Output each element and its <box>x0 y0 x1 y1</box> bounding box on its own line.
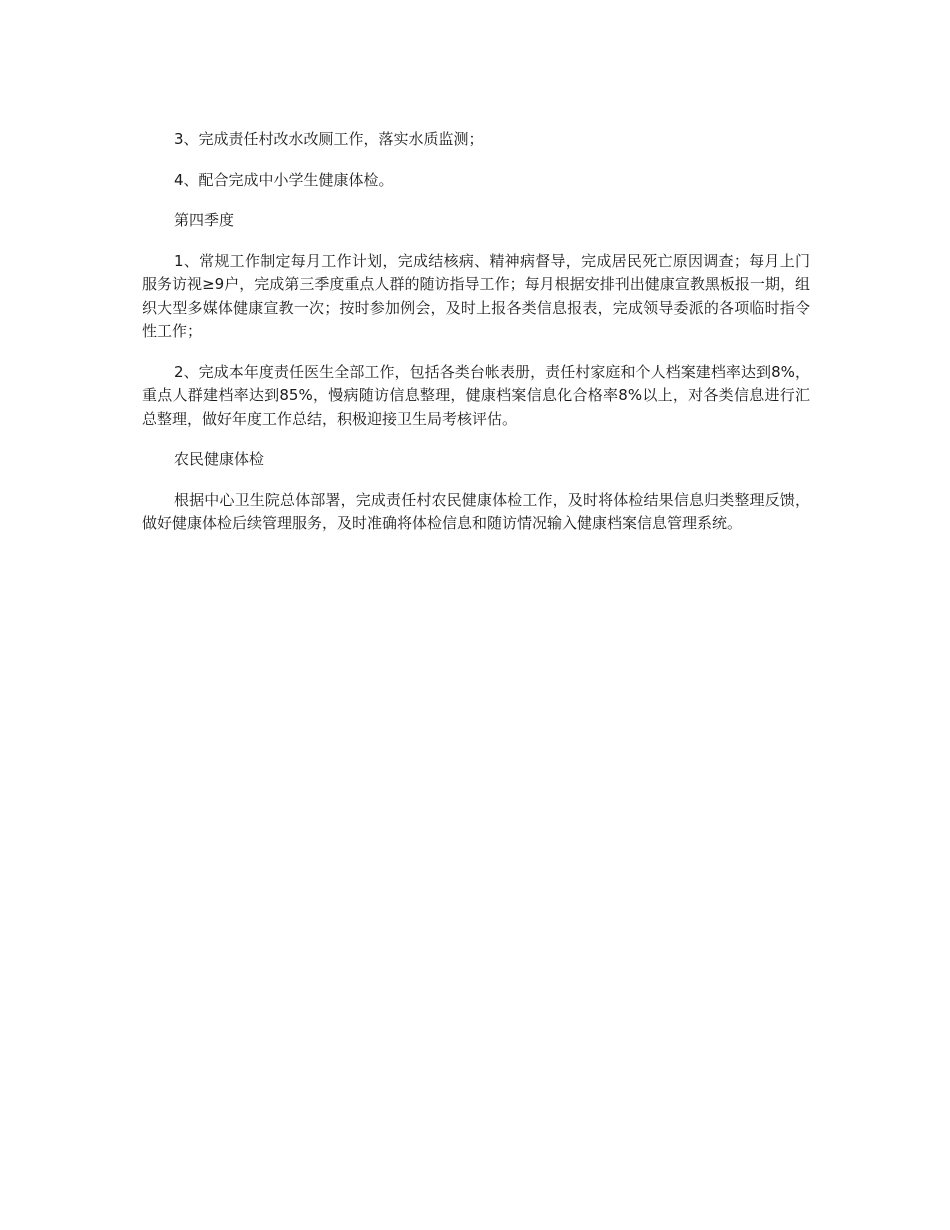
paragraph-q4-item-2: 2、完成本年度责任医生全部工作，包括各类台帐表册，责任村家庭和个人档案建档率达到8%，重点人群建档率达到85%，慢病随访信息整理，健康档案信息化合格率8%以上，对各类信息进行汇总整理，做好年度工作总结，积极迎接卫生局考核评估。 <box>142 362 810 428</box>
paragraph-item-3: 3、完成责任村改水改厕工作，落实水质监测； <box>174 130 484 148</box>
section-heading-farmer-checkup: 农民健康体检 <box>174 450 265 468</box>
paragraph-farmer-checkup: 根据中心卫生院总体部署，完成责任村农民健康体检工作，及时将体检结果信息归类整理反馈，做好健康体检后续管理服务，及时准确将体检信息和随访情况输入健康档案信息管理系统。 <box>142 490 810 532</box>
paragraph-item-4: 4、配合完成中小学生健康体检。 <box>174 170 394 189</box>
paragraph-q4-item-1: 1、常规工作制定每月工作计划，完成结核病、精神病督导，完成居民死亡原因调查；每月上门服务访视≥9户，完成第三季度重点人群的随访指导工作；每月根据安排刊出健康宣教黑板报一期，组织大型多媒体健康宣教一次；按时参加例会，及时上报各类信息报表，完成领导委派的各项临时指令性工作； <box>142 251 810 340</box>
section-heading-q4: 第四季度 <box>174 211 235 229</box>
document-body <box>142 128 810 536</box>
